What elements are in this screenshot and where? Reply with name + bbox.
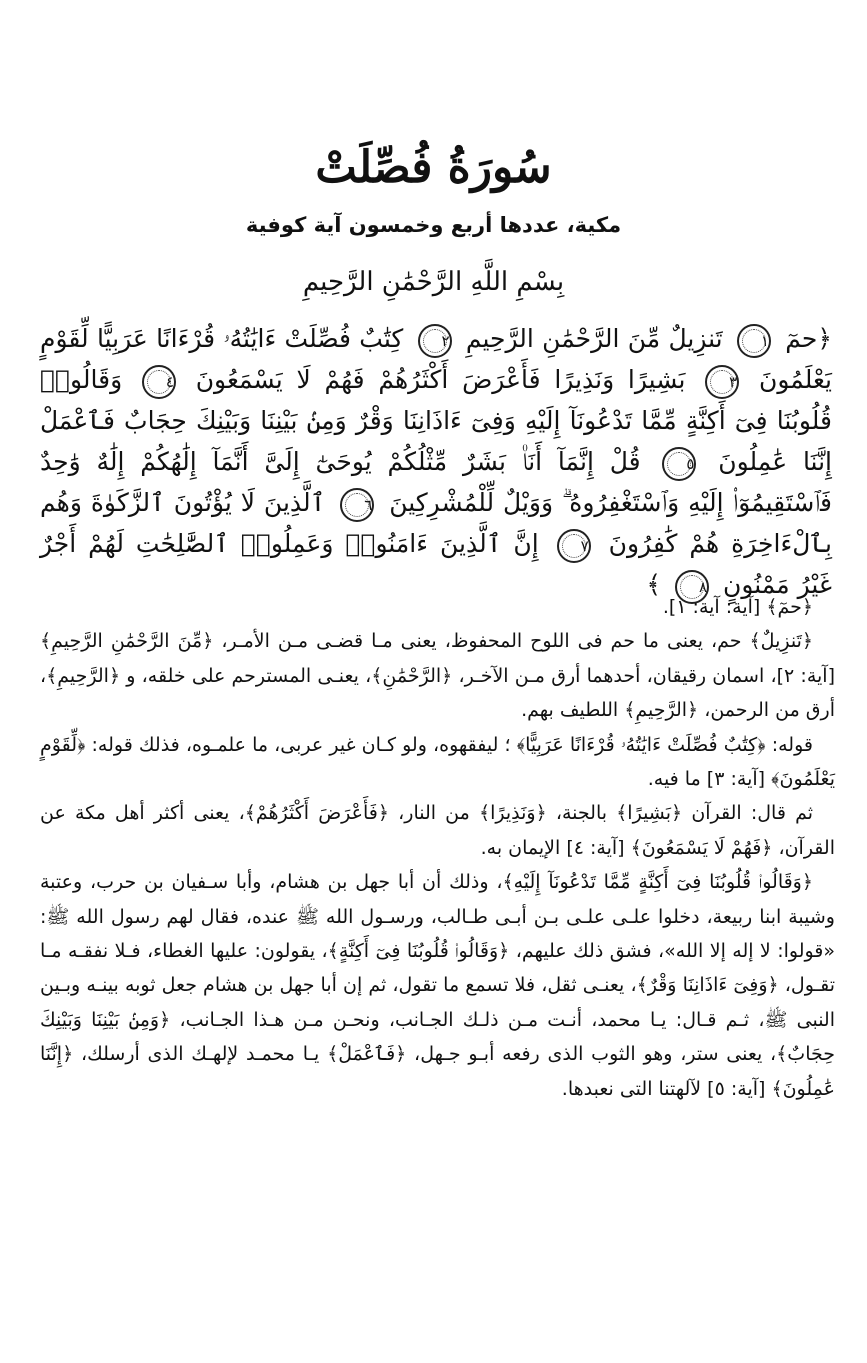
- tafsir-commentary: [40, 590, 835, 1106]
- ayah-number-marker: ٢: [418, 324, 452, 358]
- verse-text: إِنَّ ٱلَّذِينَ ءَامَنُوا۟ وَعَمِلُوا۟ ٱلصَّٰلِحَٰتِ لَهُمْ أَجْرٌ غَيْرُ مَمْنُونٍ: [40, 529, 832, 599]
- ayah-number-marker: ٧: [557, 529, 591, 563]
- surah-subtitle: مكية، عددها أربع وخمسون آية كوفية: [245, 213, 622, 237]
- tafsir-paragraph: ثم قال: القرآن ﴿بَشِيرًا﴾ بالجنة، ﴿وَنَذِيرًا﴾ من النار، ﴿فَأَعْرَضَ أَكْثَرُهُمْ﴾، يعنى أكثر أهل مكة عن القرآن، ﴿فَهُمْ لَا يَسْمَعُونَ﴾ [آية: ٤] الإيمان به.: [40, 802, 835, 859]
- ayah-number-marker: ٦: [340, 488, 374, 522]
- closing-bracket: ﴾: [646, 570, 662, 599]
- surah-title: سُورَةُ فُصِّلَتْ: [315, 142, 552, 193]
- quran-verses: [40, 318, 832, 605]
- verse-text: وَقَالُوا۟ قُلُوبُنَا فِىٓ أَكِنَّةٍ مِّمَّا تَدْعُونَآ إِلَيْهِ وَفِىٓ ءَاذَانِنَا وَقْرٌ وَمِنۢ بَيْنِنَا وَبَيْنِكَ حِجَابٌ فَٱعْمَلْ إِنَّنَا عَٰمِلُونَ: [40, 365, 833, 476]
- verse-text: ﴿حمٓ: [785, 324, 832, 353]
- tafsir-paragraph: ﴿تَنزِيلٌ﴾ حم، يعنى ما حم فى اللوح المحفوظ، يعنى مـا قضـى مـن الأمـر، ﴿مِّنَ الرَّحْمَٰنِ الرَّحِيمِ﴾ [آية: ٢]، اسمان رقيقان، أحدهما أرق مـن الآخـر، ﴿الرَّحْمَٰنِ﴾، يعنـى المسترحم على خلقه، و ﴿الرَّحِيمِ﴾، أرق من الرحمن، ﴿الرَّحِيمِ﴾ اللطيف بهم.: [40, 630, 836, 722]
- ayah-number-marker: ٤: [142, 365, 176, 399]
- verse-text: بَشِيرًا وَنَذِيرًا فَأَعْرَضَ أَكْثَرُهُمْ فَهُمْ لَا يَسْمَعُونَ: [195, 365, 686, 394]
- verse-text: تَنزِيلٌ مِّنَ الرَّحْمَٰنِ الرَّحِيمِ: [465, 324, 723, 353]
- tafsir-paragraph: ﴿وَقَالُوا۟ قُلُوبُنَا فِىٓ أَكِنَّةٍ مِّمَّا تَدْعُونَآ إِلَيْهِ﴾، وذلك أن أبا جهل بن هشام، وأبا سـفيان بن حرب، وعتبة وشيبة ابنا ربيعة، دخلوا علـى علـى بـن أبـى طـالب، ورسـول الله ﷺ عنده، فقال لهم رسول الله ﷺ: «قولوا: لا إله إلا الله»، فشق ذلك عليهم، ﴿وَقَالُوا۟ قُلُوبُنَا فِىٓ أَكِنَّةٍ﴾، يقولون: عليها الغطاء، فـلا نفقـه مـا تقـول، ﴿وَفِىٓ ءَاذَانِنَا وَقْرٌ﴾، يعنـى ثقل، فلا تسمع ما تقول، ثم إن أبا جهل بن هشام جعل ثوبه بينـه وبـين النبى ﷺ، ثـم قـال: يـا محمد، أنـت مـن ذلـك الجـانب، ونحـن مـن هـذا الجـانب، ﴿وَمِنۢ بَيْنِنَا وَبَيْنِكَ حِجَابٌ﴾، يعنى ستر، وهو الثوب الذى رفعه أبـو جـهل، ﴿فَٱعْمَلْ﴾ يـا محمـد لإلهـك الذى أرسلك، ﴿إِنَّنَا عَٰمِلُونَ﴾ [آية: ٥] لآلهتنا التى نعبدها.: [40, 871, 835, 1100]
- ayah-number-marker: ١: [737, 324, 771, 358]
- ayah-number-marker: ٥: [662, 447, 696, 481]
- basmala: [0, 262, 867, 302]
- ayah-number-marker: ٨: [675, 570, 709, 604]
- tafsir-paragraph: قوله: ﴿كِتَٰبٌ فُصِّلَتْ ءَايَٰتُهُۥ قُرْءَانًا عَرَبِيًّا﴾ ؛ ليفقهوه، ولو كـان غير عربى، ما علمـوه، فذلك قوله: ﴿لِّقَوْمٍ يَعْلَمُونَ﴾ [آية: ٣] ما فيه.: [40, 733, 835, 791]
- ayah-number-marker: ٣: [705, 365, 739, 399]
- verse-text: كِتَٰبٌ فُصِّلَتْ ءَايَٰتُهُۥ قُرْءَانًا عَرَبِيًّا لِّقَوْمٍ يَعْلَمُونَ: [40, 324, 832, 394]
- verse-text: قُلْ إِنَّمَآ أَنَا۠ بَشَرٌ مِّثْلُكُمْ يُوحَىٰٓ إِلَىَّ أَنَّمَآ إِلَٰهُكُمْ إِلَٰهٌ وَٰحِدٌ فَٱسْتَقِيمُوٓا۟ إِلَيْهِ وَٱسْتَغْفِرُوهُ ۗ وَوَيْلٌ لِّلْمُشْرِكِينَ: [40, 447, 832, 517]
- verse-text: ٱلَّذِينَ لَا يُؤْتُونَ ٱلزَّكَوٰةَ وَهُم بِٱلْءَاخِرَةِ هُمْ كَٰفِرُونَ: [40, 488, 832, 558]
- basmala-text: بِسْمِ اللَّهِ الرَّحْمَٰنِ الرَّحِيمِ: [302, 267, 565, 297]
- tafsir-paragraph: ﴿حمٓ﴾ [آية: آية: ١].: [662, 596, 813, 618]
